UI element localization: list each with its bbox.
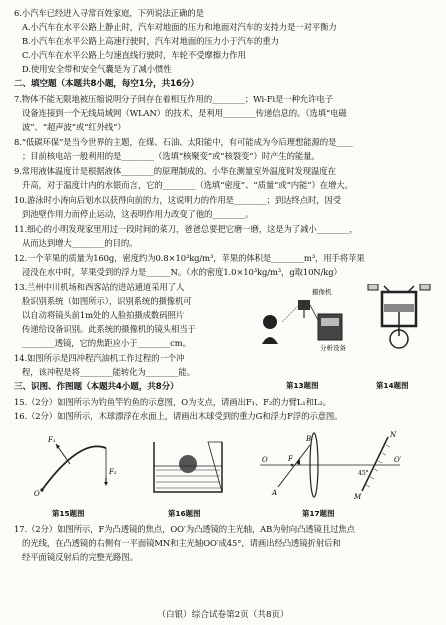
fig17-b-label: B bbox=[306, 435, 312, 443]
fig17-angle-label: 45° bbox=[358, 470, 369, 477]
fig14-engine-cylinder bbox=[364, 284, 434, 354]
fig17-a-label: A bbox=[272, 489, 278, 497]
camera-icon bbox=[298, 300, 310, 310]
fig15-o-label: O bbox=[34, 490, 40, 498]
fig13-camera-label: 摄像机 bbox=[312, 288, 332, 296]
q7-line1: 7.物体不能无限地被压缩说明分子间存在着相互作用的________；Wi-Fi是一种允许电子 bbox=[14, 94, 333, 104]
q10-line2: 到池壁作用力而停止运动，这表明作用力改变了他的________。 bbox=[22, 209, 254, 219]
q7-line3: 波”、“超声波”或“红外线”） bbox=[22, 122, 126, 132]
q7-line2: 设备连接到一个无线局域网（WLAN）的技术，是利用________传递信息的。（选填“电磁 bbox=[22, 108, 347, 118]
q11-line2: 从而达到增大________的目的。 bbox=[22, 238, 138, 248]
q17-line3: 经平面镜反射后的完整光路图。 bbox=[22, 552, 138, 562]
q13-line1: 13.兰州中川机场和西客站的进站通道采用了人 bbox=[14, 282, 185, 292]
fig17-m-label: M bbox=[354, 493, 362, 501]
fig14-caption: 第14题图 bbox=[376, 381, 409, 390]
q13-line3: 以自动将镜头前1m处的人脸拍摄成数码照片 bbox=[22, 310, 185, 320]
fig15-fishing-rod bbox=[30, 430, 120, 500]
q10-line1: 10.游泳时小涛向后划水以获得向前的力，这说明力的作用是________；到达终点时，因受 bbox=[14, 195, 342, 205]
q6-option-b: B.小汽车在水平公路上高速行驶时，汽车对地面的压力小于汽车的重力 bbox=[22, 36, 279, 46]
fig17-f-label: F bbox=[288, 455, 293, 463]
piston bbox=[384, 304, 414, 312]
q6-option-c: C.小汽车在水平公路上匀速直线行驶时，车轮不受摩擦力作用 bbox=[22, 50, 246, 60]
rod bbox=[42, 446, 106, 490]
fig17-n-label: N bbox=[390, 431, 397, 439]
fig17-caption: 第17题图 bbox=[302, 509, 335, 518]
q8-line2: ；目前核电站一般利用的是________（选填“核聚变”或“核裂变”）时产生的能量。 bbox=[22, 151, 320, 161]
fig17-o-prime-label: O′ bbox=[394, 456, 402, 464]
fig13-device-label: 分析设备 bbox=[320, 344, 346, 352]
section3-heading: 三、识图、作图题（本题共4小题，共8分） bbox=[14, 382, 179, 392]
person-body bbox=[262, 337, 278, 344]
fig13-caption: 第13题图 bbox=[286, 381, 319, 390]
fig15-f1-label: F₁ bbox=[48, 436, 56, 444]
fig15-caption: 第15题图 bbox=[52, 509, 85, 518]
q13-line2: 脸识别系统（如图所示），识别系统的摄像机可 bbox=[22, 296, 192, 306]
plane-mirror bbox=[362, 437, 388, 491]
fig16-floating-ball bbox=[148, 432, 228, 502]
fig17-o-label: O bbox=[262, 456, 268, 464]
q6-option-d: D.使用安全带和安全气囊是为了减小惯性 bbox=[22, 64, 172, 74]
q6-stem: 6.小汽车已经进入寻常百姓家庭，下列说法正确的是 bbox=[14, 8, 204, 18]
q12-line2: 浸没在水中时，苹果受到的浮力是______N。（水的密度1.0×10³kg/m³，g取10N/kg） bbox=[22, 267, 342, 277]
q14-line1: 14.如图所示是四冲程汽油机工作过程的一个冲 bbox=[14, 353, 185, 363]
fig15-f2-label: F₂ bbox=[109, 468, 117, 476]
q9-line2: 升高，对于温度计内的水银而言，它的________（选填“密度”、“质量”或“内能”）在增大。 bbox=[22, 180, 353, 190]
analysis-device-icon bbox=[318, 314, 342, 340]
q6-option-a: A.小汽车在水平公路上静止时，汽车对地面的压力和地面对汽车的支持力是一对平衡力 bbox=[22, 22, 337, 32]
q16-text: 16.（2分）如图所示，木球漂浮在水面上，请画出木球受到的重力G和浮力F浮的示意图。 bbox=[14, 411, 343, 421]
q12-line1: 12.一个苹果的质量为160g，密度约为0.8×10³kg/m³，苹果的体积是________m³，用手将苹果 bbox=[14, 253, 365, 263]
q17-line1: 17.（2分）如图所示，F为凸透镜的焦点，OO′为凸透镜的主光轴，AB为射向凸透镜且过焦点 bbox=[14, 524, 355, 534]
person-head bbox=[263, 315, 277, 329]
wooden-ball bbox=[179, 455, 197, 473]
q9-line1: 9.常用液体温度计是根据液体________的原理制成的。小华在测量室外温度时发现温度在 bbox=[14, 166, 336, 176]
q15-text: 15.（2分）如图所示为钓鱼竿钓鱼的示意图，O为支点，请画出F₁、F₂的力臂L₁和L₂。 bbox=[14, 397, 331, 407]
q13-line5: ________透镜，它的焦距应小于________cm。 bbox=[22, 338, 191, 348]
section2-heading: 二、填空题（本题共8小题，每空1分，共16分） bbox=[14, 79, 199, 89]
incident-ray-ab bbox=[278, 445, 310, 487]
q17-line2: 的光线，在凸透镜的右侧有一平面镜MN和主光轴OO′成45°，请画出经凸透镜折射后和 bbox=[22, 538, 341, 548]
fig17-lens-mirror bbox=[254, 425, 404, 505]
page-footer: （白银）综合试卷第2页（共8页） bbox=[157, 610, 289, 620]
q8-line1: 8.“低碳环保”是当今世界的主题，在煤、石油、太阳能中，有可能成为今后理想能源的是____ bbox=[14, 137, 353, 147]
fig13-face-recognition bbox=[258, 284, 354, 354]
q11-line1: 11.细心的小明发现家里用过一段时间的菜刀，爸爸总要把它磨一磨，这是为了减小________， bbox=[14, 224, 358, 234]
fig16-caption: 第16题图 bbox=[168, 509, 201, 518]
q13-line4: 传递给设备识别。此系统的摄像机的镜头相当于 bbox=[22, 324, 196, 334]
q14-line2: 程，该冲程是将________能转化为________能。 bbox=[22, 367, 195, 377]
